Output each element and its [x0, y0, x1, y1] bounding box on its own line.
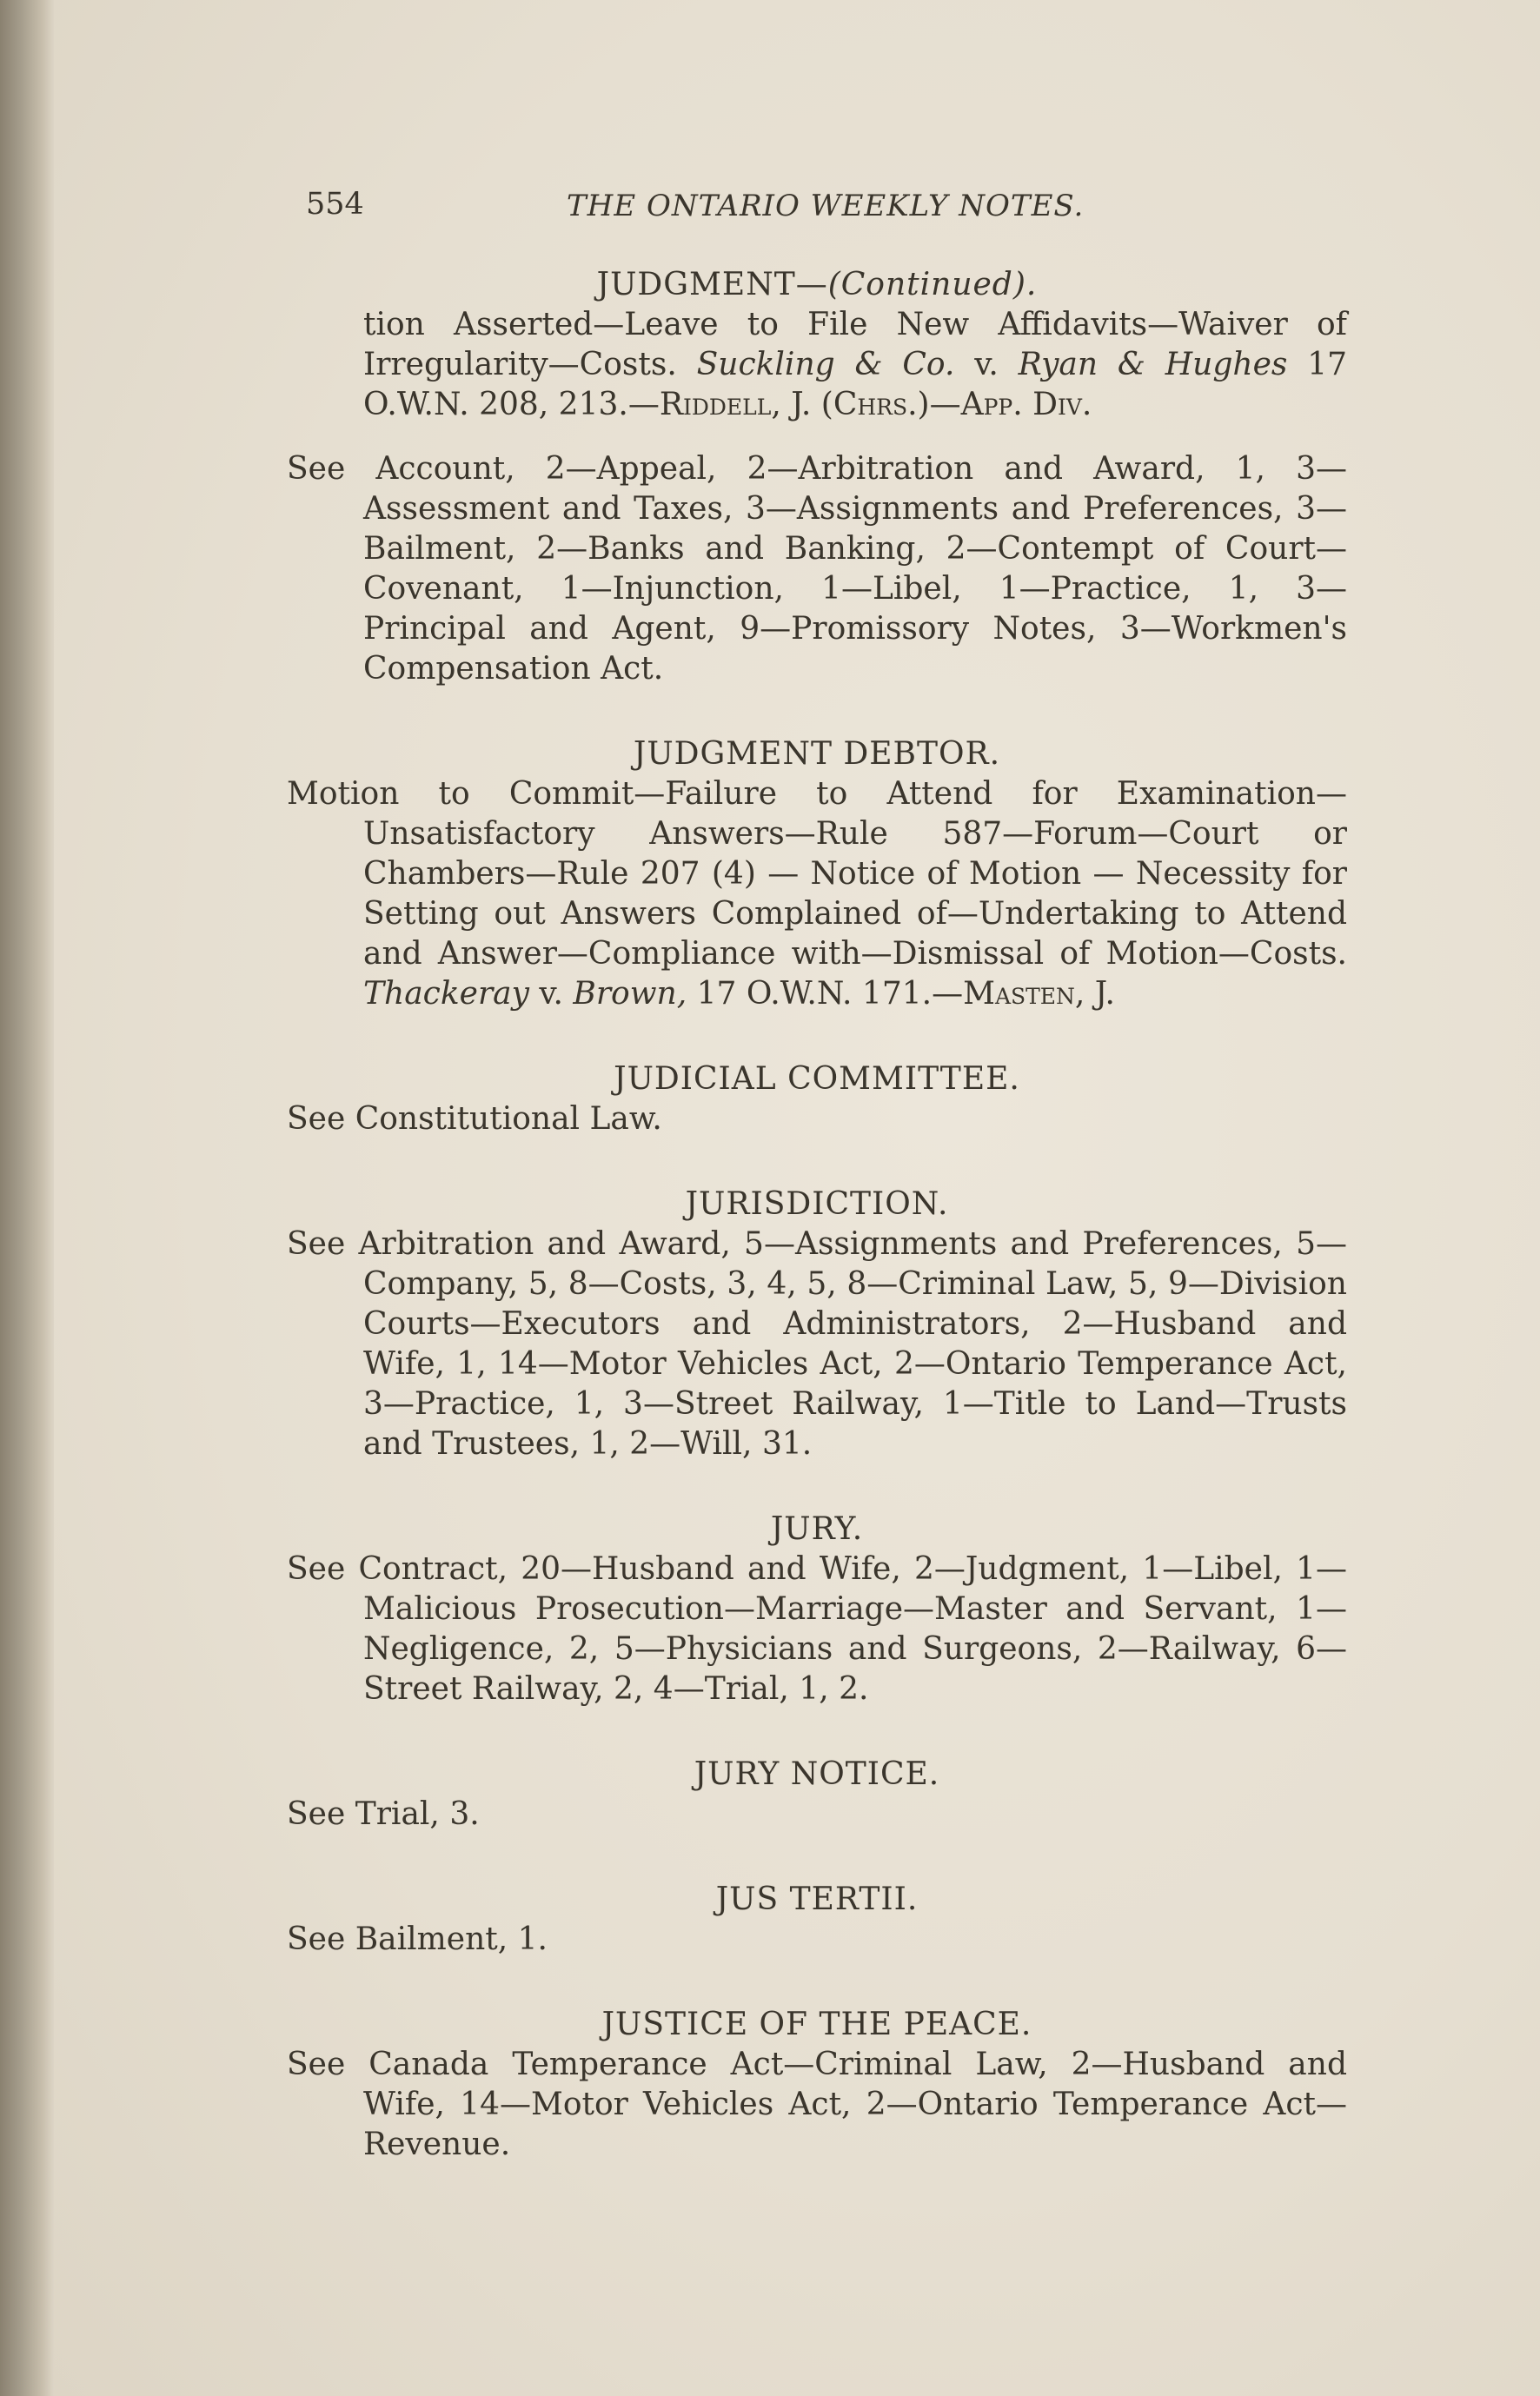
see-also-jus-tertii: See Bailment, 1.	[287, 1921, 548, 1957]
entry-judgment-continued	[287, 305, 1347, 425]
judge-name: Masten, J.	[963, 976, 1115, 1012]
citation: 17 O.W.N. 171.—	[687, 976, 964, 1012]
citation: 17 O.W.N. 208, 213.—	[363, 347, 1347, 422]
heading-judgment	[287, 265, 1347, 305]
book-spine-shadow	[0, 0, 54, 2396]
case-name: Suckling & Co.	[696, 347, 955, 382]
journal-title: THE ONTARIO WEEKLY NOTES.	[567, 189, 1085, 223]
heading-jury: JURY.	[770, 1511, 864, 1547]
judge-name: Riddell, J. (Chrs.)—App. Div.	[659, 387, 1092, 422]
heading-jurisdiction: JURISDICTION.	[685, 1186, 949, 1222]
heading-continued: (Continued).	[827, 267, 1038, 302]
heading-jury-notice: JURY NOTICE.	[694, 1756, 940, 1792]
versus: v.	[528, 976, 574, 1012]
heading-text: JUDGMENT—	[596, 267, 828, 302]
see-also-jury: See Contract, 20—Husband and Wife, 2—Judgment, 1—Libel, 1—Malicious Prosecution—Marriage—Master and Servant, 1—Negligence, 2, 5—Physicians and Surgeons, 2—Railway, 6—Street Railway, 2, 4—Trial, 1, 2.	[287, 1551, 1347, 1707]
index-content	[287, 265, 1347, 2165]
heading-justice-of-the-peace: JUSTICE OF THE PEACE.	[601, 2007, 1032, 2042]
page-number: 554	[306, 187, 364, 222]
versus: v.	[954, 347, 1019, 382]
case-name: Ryan & Hughes	[1018, 347, 1288, 382]
heading-judgment-debtor: JUDGMENT DEBTOR.	[633, 736, 1001, 772]
see-also-jury-notice: See Trial, 3.	[287, 1796, 480, 1832]
see-also-jurisdiction: See Arbitration and Award, 5—Assignments and Preferences, 5—Company, 5, 8—Costs, 3, 4, 5, 8—Criminal Law, 5, 9—Division Courts—Executors and Administrators, 2—Husband and Wife, 1, 14—Motor Vehicles Act, 2—Ontario Temperance Act, 3—Practice, 1, 3—Street Railway, 1—Title to Land—Trusts and Trustees, 1, 2—Will, 31.	[287, 1226, 1347, 1462]
entry-judgment-debtor	[287, 774, 1347, 1014]
heading-judicial-committee: JUDICIAL COMMITTEE.	[614, 1061, 1020, 1097]
running-head	[306, 187, 1349, 230]
entry-text: Motion to Commit—Failure to Attend for Examination—Unsatisfactory Answers—Rule 587—Forum—Court or Chambers—Rule 207 (4) — Notice of Motion — Necessity for Setting out Answers Complained of—Undertaking to Attend and Answer—Compliance with—Dismissal of Motion—Costs.	[287, 776, 1347, 972]
see-also-justice-of-the-peace: See Canada Temperance Act—Criminal Law, 2—Husband and Wife, 14—Motor Vehicles Act, 2—Ontario Temperance Act—Revenue.	[287, 2047, 1347, 2162]
see-also-judicial-committee: See Constitutional Law.	[287, 1101, 662, 1137]
case-name: Brown,	[573, 976, 687, 1012]
entry-text: tion Asserted—Leave to File New Affidavits—Waiver of Irregularity—Costs.	[363, 307, 1347, 382]
case-name: Thackeray	[363, 976, 529, 1012]
see-also-judgment: See Account, 2—Appeal, 2—Arbitration and Award, 1, 3—Assessment and Taxes, 3—Assignments and Preferences, 3—Bailment, 2—Banks and Banking, 2—Contempt of Court—Covenant, 1—Injunction, 1—Libel, 1—Practice, 1, 3—Principal and Agent, 9—Promissory Notes, 3—Workmen's Compensation Act.	[287, 451, 1347, 687]
heading-jus-tertii: JUS TERTII.	[715, 1882, 919, 1917]
